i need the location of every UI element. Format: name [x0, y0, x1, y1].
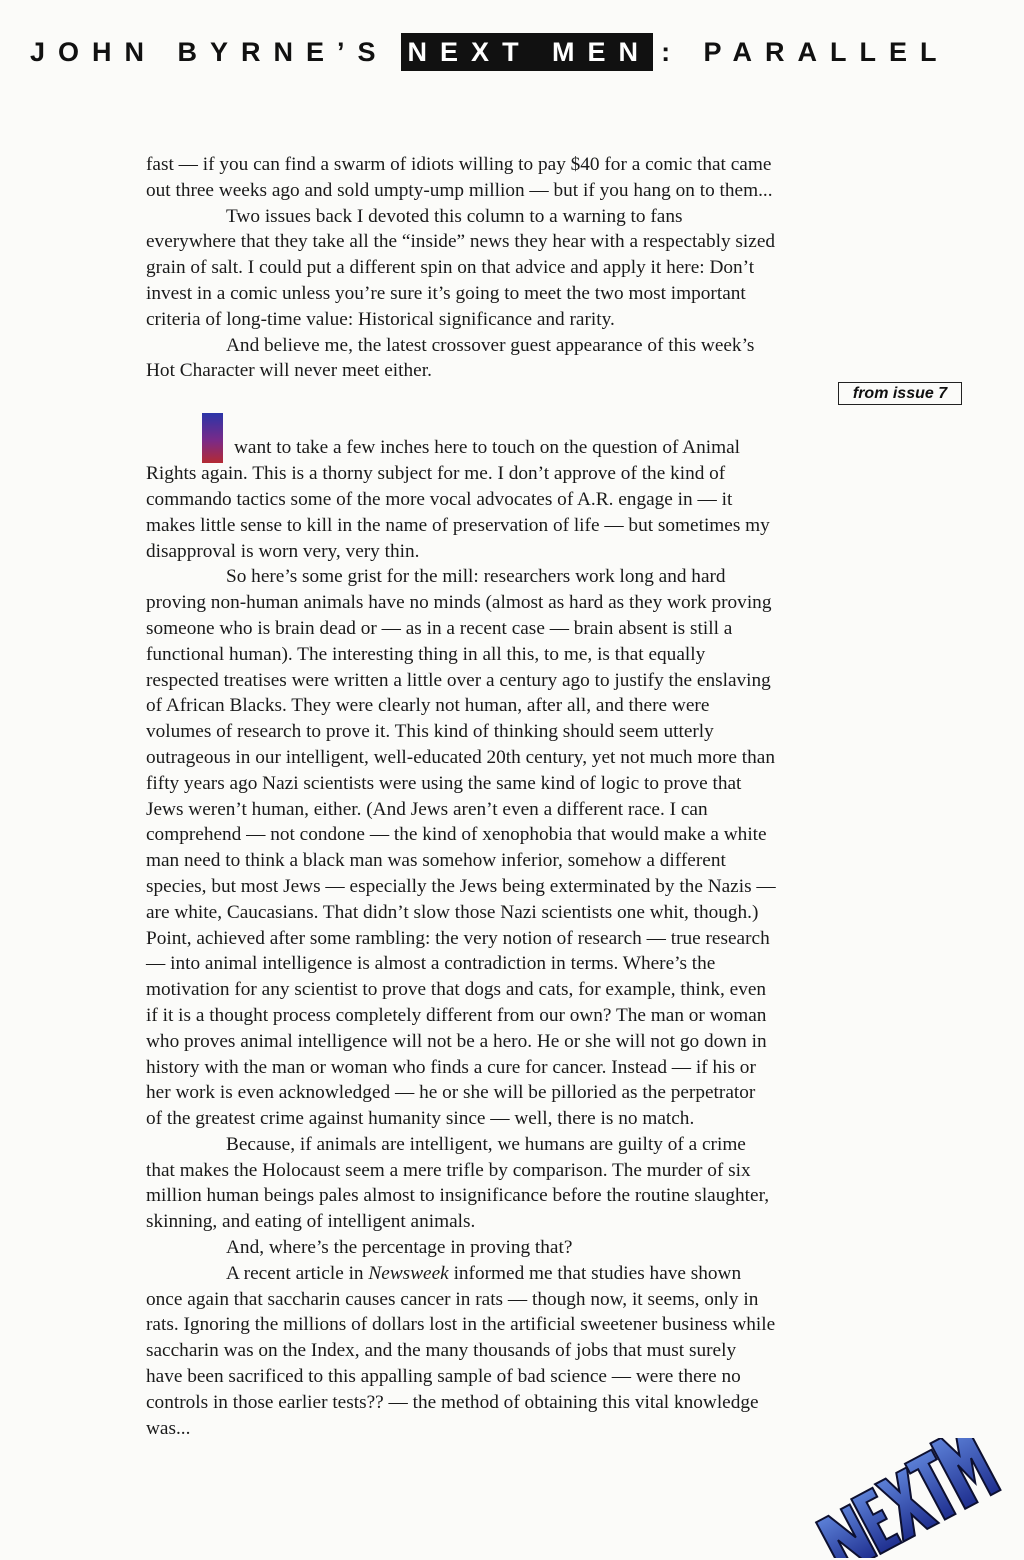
source-tag: from issue 7 — [838, 382, 962, 405]
logo-label: NEXT MEN — [812, 1438, 818, 1439]
paragraph — [146, 1261, 776, 1442]
paragraph: fast — if you can find a swarm of idiots willing to pay $40 for a comic that came out three weeks ago and sold umpty-ump million — but if you hang on to them... — [146, 154, 773, 201]
article-column — [146, 152, 776, 1441]
page-header — [30, 33, 950, 71]
paragraph-text: want to take a few inches here to touch on the question of Animal Rights again. This is a thorny subject for me. I don’t approve of the kind of commando tactics some of the more vocal advocates of A.R. engage in — it makes little sense to kill in the name of preservation of life — but sometimes my disapproval is worn very, very thin. — [146, 437, 770, 562]
paragraph: And believe me, the latest crossover guest appearance of this week’s Hot Character will never meet either. — [146, 334, 755, 382]
paragraph-text: informed me that studies have shown once again that saccharin causes cancer in rats — though now, it seems, only in rats. Ignoring the millions of dollars lost in the artificial sweetener business while saccharin was on the Index, and the many thousands of jobs that must surely have been sacrificed to this appalling sample of bad science — were there no controls in those earlier tests?? — the method of obtaining this vital knowledge was... — [146, 1262, 776, 1439]
paragraph-text: A recent article in — [226, 1262, 364, 1284]
paragraph: So here’s some grist for the mill: researchers work long and hard proving non-human animals have no minds (almost as hard as they work proving someone who is brain dead or — as in a recent case — brain absent is still a functional human). The interesting thing in all this, to me, is that equally respected treatises were written a little over a century ago to justify the enslaving of African Blacks. They were clearly not human, after all, and there were volumes of research to prove it. This kind of thinking should seem utterly outrageous in our intelligent, well-educated 20th century, yet not much more than fifty years ago Nazi scientists were using the same kind of logic to prove that Jews weren’t human, either. (And Jews aren’t even a different race. I can comprehend — not condone — the kind of xenophobia that would make a white man need to think a black man was somehow inferior, somehow a different species, but most Jews — especially the Jews being exterminated by the Nazis — are white, Caucasians. That didn’t slow those Nazi scientists one whit, though.) Point, achieved after some rambling: the very notion of research — true research — into animal intelligence is almost a contradiction in terms. Where’s the motivation for any scientist to prove that dogs and cats, for example, think, even if it is a thought process completely different from our own? The man or woman who proves animal intelligence will not be a hero. He or she will not go down in history with the man or woman who finds a cure for cancer. Instead — if his or her work is even acknowledged — he or she will be pilloried as the perpetrator of the greatest crime against humanity since — well, there is no match. — [146, 566, 776, 1130]
paragraph: Two issues back I devoted this column to a warning to fans everywhere that they take all the “inside” news they hear with a respectably sized grain of salt. I could put a different spin on that advice and apply it here: Don’t invest in a comic unless you’re sure it’s going to meet the two most important criteria of long-time value: Historical significance and rarity. — [146, 205, 776, 330]
header-suffix: : PARALLEL — [661, 36, 950, 67]
paragraph: Because, if animals are intelligent, we humans are guilty of a crime that makes the Holocaust seem a mere trifle by comparison. The murder of six million human beings pales almost to insignificance before the routine slaughter, skinning, and eating of intelligent animals. — [146, 1133, 770, 1233]
next-men-logo — [812, 1438, 1002, 1558]
dropcap-paragraph — [146, 411, 776, 564]
drop-cap-i — [202, 413, 223, 463]
header-prefix: JOHN BYRNE’S — [30, 36, 389, 67]
paragraph: And, where’s the percentage in proving that? — [226, 1237, 573, 1259]
header-highlight: NEXT MEN — [401, 33, 654, 71]
magazine-title: Newsweek — [368, 1262, 449, 1284]
